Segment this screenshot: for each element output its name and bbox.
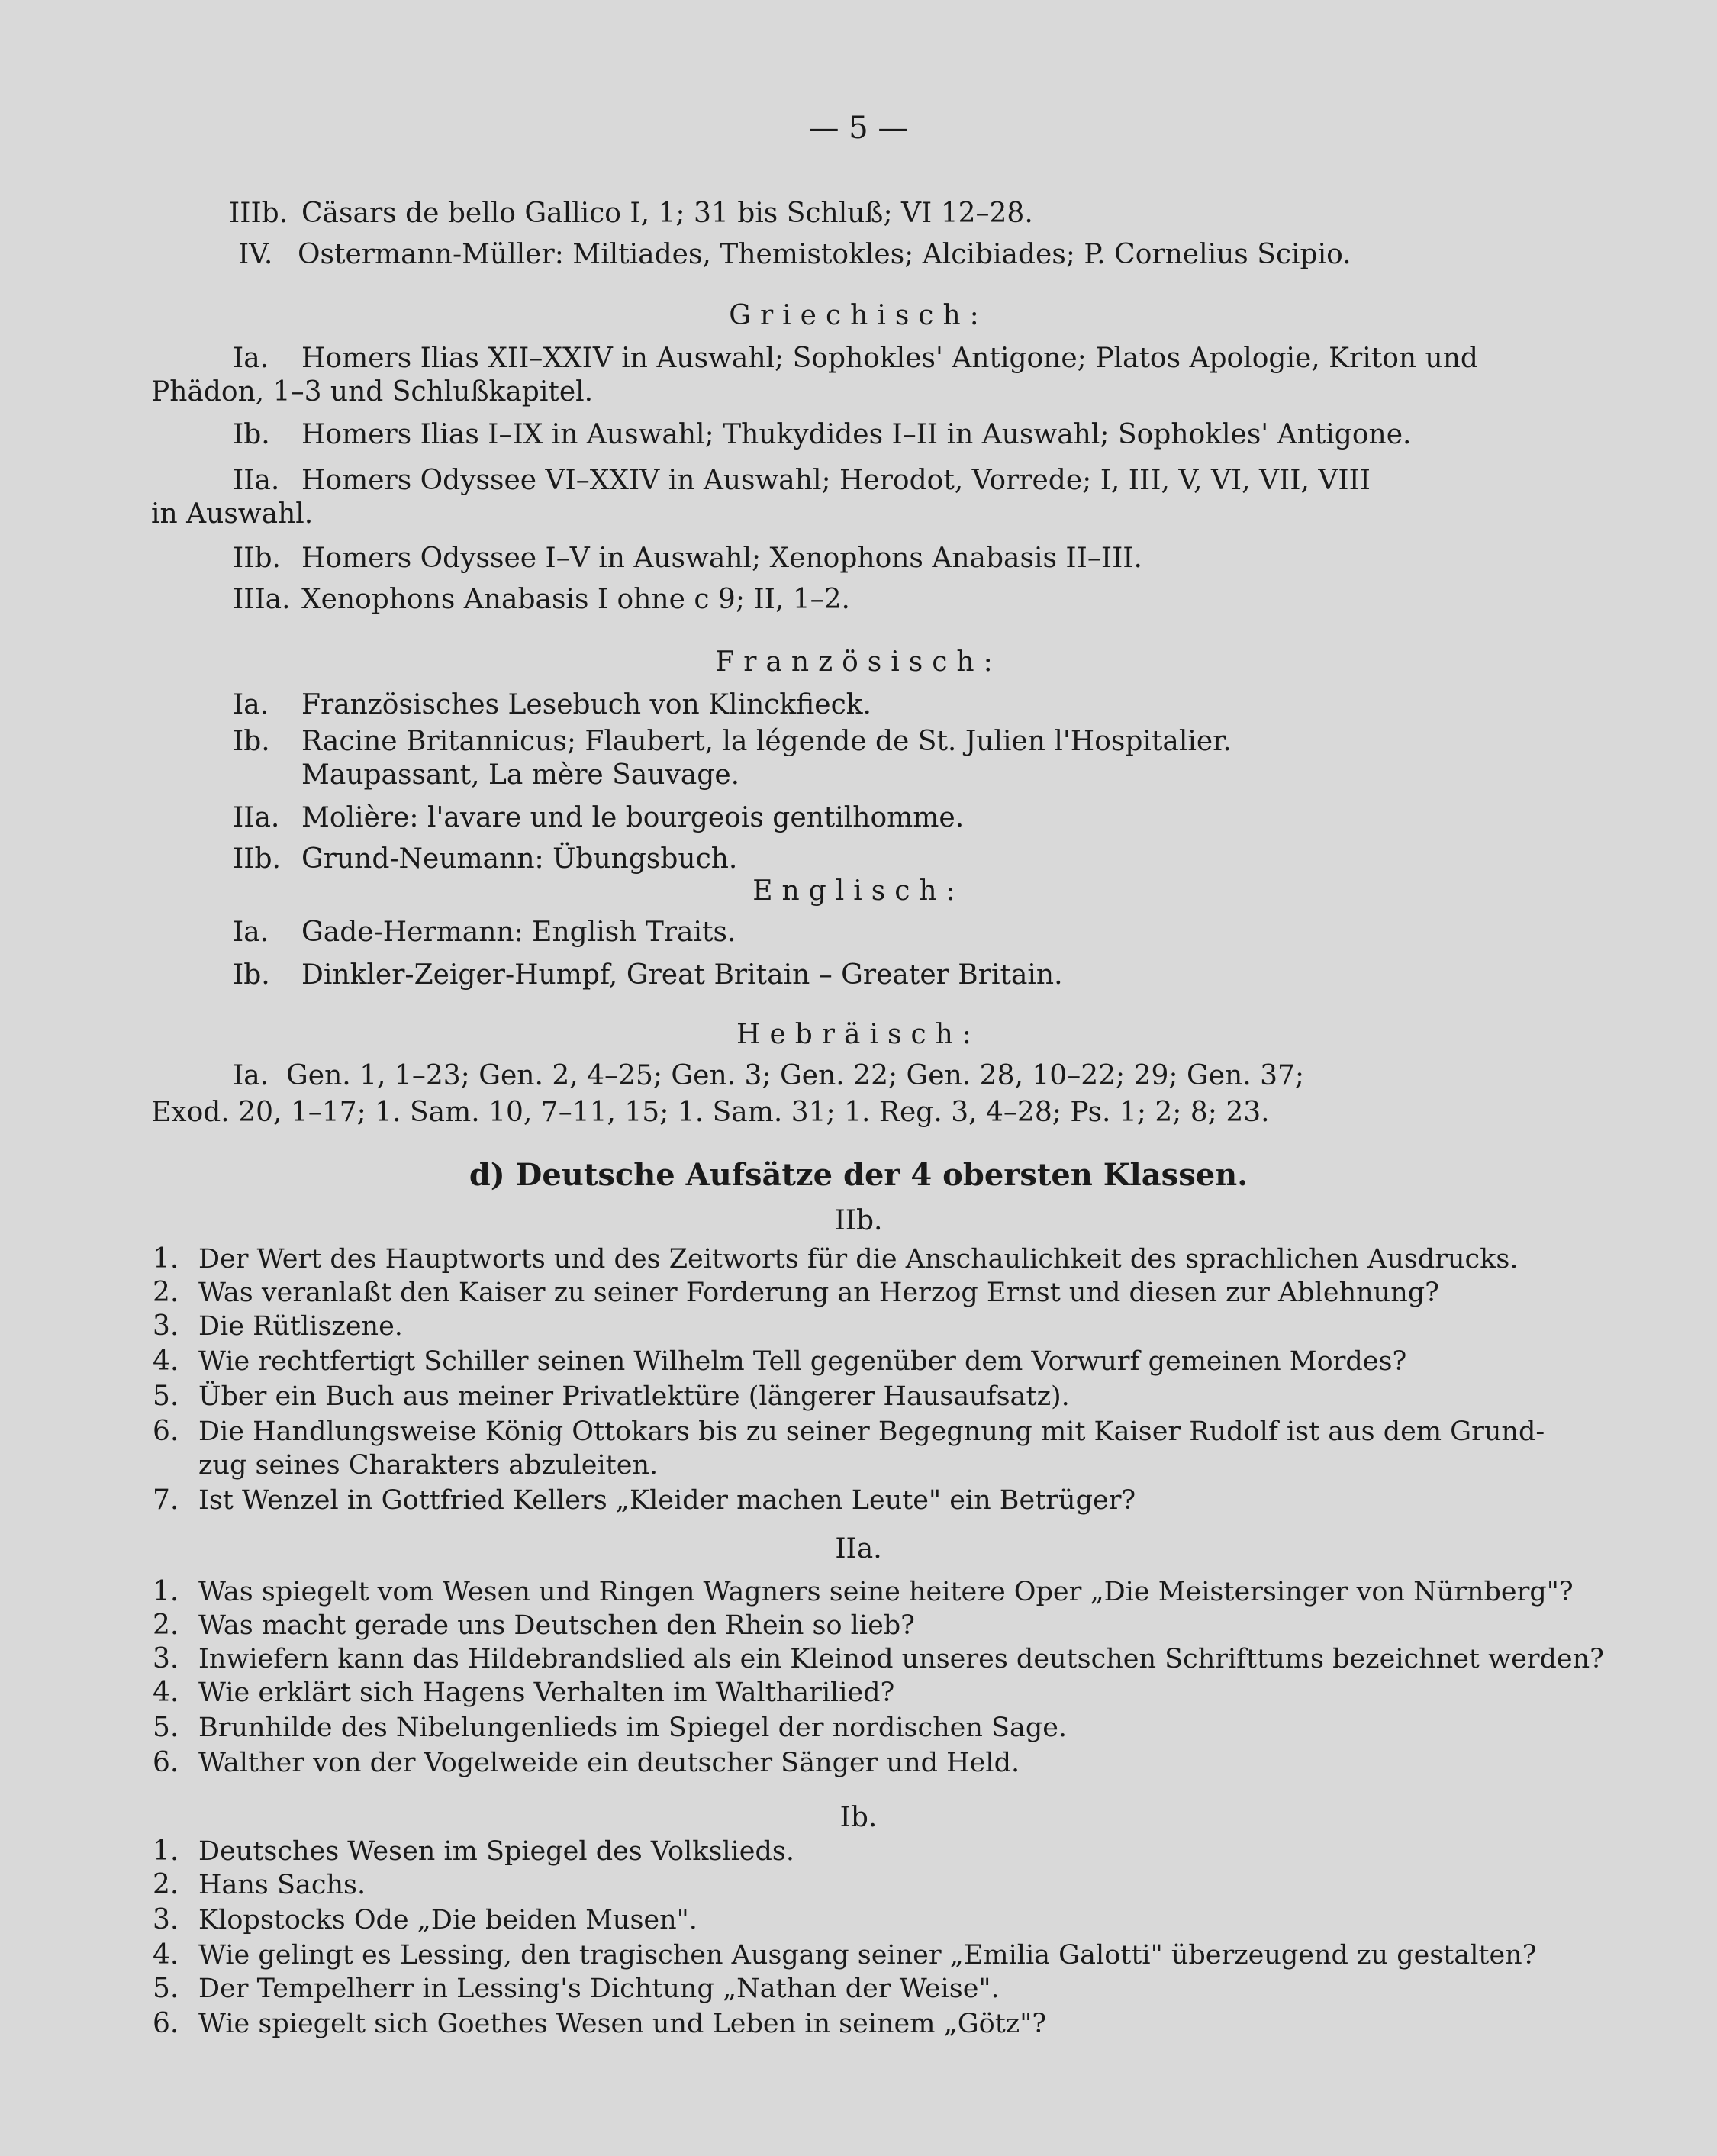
label-ia: Ia. xyxy=(233,917,269,948)
essay-item: Ist Wenzel in Gottfried Kellers „Kleider machen Leute" ein Betrüger? xyxy=(198,1485,1136,1516)
item-number: 5. xyxy=(153,1973,179,2004)
essay-item: Walther von der Vogelweide ein deutscher Sänger und Held. xyxy=(198,1748,1020,1778)
greek-line-ib: Homers Ilias I–IX in Auswahl; Thukydides I–II in Auswahl; Sophokles' Antigone. xyxy=(301,419,1412,450)
heading-french: Französisch: xyxy=(715,646,1002,678)
item-number: 5. xyxy=(153,1381,179,1412)
essay-item: Die Handlungsweise König Ottokars bis zu seiner Begegnung mit Kaiser Rudolf ist aus dem Grund- xyxy=(198,1416,1545,1447)
item-number: 1. xyxy=(153,1835,179,1867)
item-number: 3. xyxy=(153,1904,179,1935)
item-number: 4. xyxy=(153,1939,179,1971)
item-number: 6. xyxy=(153,2008,179,2039)
heading-hebrew: Hebräisch: xyxy=(736,1019,981,1050)
label-iiia: IIIa. xyxy=(233,584,291,615)
label-ia: Ia. xyxy=(233,343,269,374)
essay-item: Klopstocks Ode „Die beiden Musen". xyxy=(198,1905,697,1935)
item-number: 5. xyxy=(153,1712,179,1743)
essay-item: Wie rechtfertigt Schiller seinen Wilhelm Tell gegenüber dem Vorwurf gemeinen Mordes? xyxy=(198,1346,1407,1377)
greek-line-iia: Homers Odyssee VI–XXIV in Auswahl; Herodot, Vorrede; I, III, V, VI, VII, VIII xyxy=(301,465,1371,496)
hebrew-line-ia-cont: Exod. 20, 1–17; 1. Sam. 10, 7–11, 15; 1. Sam. 31; 1. Reg. 3, 4–28; Ps. 1; 2; 8; 23. xyxy=(151,1097,1270,1128)
item-number: 3. xyxy=(153,1310,179,1342)
essay-item-cont: zug seines Charakters abzuleiten. xyxy=(198,1450,659,1481)
label-ib: Ib. xyxy=(233,726,270,757)
essay-item: Die Rütliszene. xyxy=(198,1311,403,1342)
essay-item: Der Wert des Hauptworts und des Zeitworts für die Anschaulichkeit des sprachlichen Ausdrucks. xyxy=(198,1244,1519,1275)
greek-line-ia-cont: Phädon, 1–3 und Schlußkapitel. xyxy=(151,376,594,408)
french-line-ib: Racine Britannicus; Flaubert, la légende de St. Julien l'Hospitalier. xyxy=(301,726,1232,757)
heading-greek: Griechisch: xyxy=(729,300,988,331)
greek-line-iib: Homers Odyssee I–V in Auswahl; Xenophons Anabasis II–III. xyxy=(301,543,1142,574)
greek-line-iia-cont: in Auswahl. xyxy=(151,498,314,530)
greek-line-iiia: Xenophons Anabasis I ohne c 9; II, 1–2. xyxy=(301,584,850,615)
item-number: 4. xyxy=(153,1677,179,1708)
essay-item: Wie erklärt sich Hagens Verhalten im Waltharilied? xyxy=(198,1677,895,1708)
item-number: 2. xyxy=(153,1610,179,1641)
essay-item: Hans Sachs. xyxy=(198,1870,366,1900)
label-iib: IIb. xyxy=(233,843,281,875)
essay-item: Wie spiegelt sich Goethes Wesen und Leben in seinem „Götz"? xyxy=(198,2009,1047,2039)
item-number: 2. xyxy=(153,1277,179,1308)
essay-item: Was veranlaßt den Kaiser zu seiner Forderung an Herzog Ernst und diesen zur Ablehnung? xyxy=(198,1278,1439,1308)
essay-item: Der Tempelherr in Lessing's Dichtung „Nathan der Weise". xyxy=(198,1974,1000,2004)
heading-english: Englisch: xyxy=(752,875,965,907)
item-number: 1. xyxy=(153,1576,179,1607)
label-ib: Ib. xyxy=(233,419,270,450)
french-line-iia: Molière: l'avare und le bourgeois gentilhomme. xyxy=(301,802,965,833)
english-line-ia: Gade-Hermann: English Traits. xyxy=(301,917,736,948)
item-number: 7. xyxy=(153,1484,179,1516)
essay-item: Brunhilde des Nibelungenlieds im Spiegel der nordischen Sage. xyxy=(198,1713,1068,1743)
label-iib: IIb. xyxy=(233,543,281,574)
item-number: 1. xyxy=(153,1243,179,1275)
latin-line-iv: Ostermann-Müller: Miltiades, Themistokles; Alcibiades; P. Cornelius Scipio. xyxy=(298,239,1351,270)
label-iia: IIa. xyxy=(233,465,280,496)
essay-item: Deutsches Wesen im Spiegel des Volkslieds. xyxy=(198,1836,794,1867)
english-line-ib: Dinkler-Zeiger-Humpf, Great Britain – Greater Britain. xyxy=(301,959,1063,991)
essay-item: Was macht gerade uns Deutschen den Rhein so lieb? xyxy=(198,1610,915,1641)
label-ia: Ia. xyxy=(233,689,269,720)
essay-item: Was spiegelt vom Wesen und Ringen Wagners seine heitere Oper „Die Meistersinger von Nürnberg"? xyxy=(198,1577,1574,1607)
hebrew-line-ia: Gen. 1, 1–23; Gen. 2, 4–25; Gen. 3; Gen. 22; Gen. 28, 10–22; 29; Gen. 37; xyxy=(286,1060,1305,1091)
label-iiib: IIIb. xyxy=(229,198,288,229)
class-heading-iib: IIb. xyxy=(834,1205,883,1236)
class-heading-iia: IIa. xyxy=(835,1533,882,1565)
item-number: 6. xyxy=(153,1747,179,1778)
label-iia: IIa. xyxy=(233,802,280,833)
essay-item: Wie gelingt es Lessing, den tragischen Ausgang seiner „Emilia Galotti" überzeugend zu gestalten? xyxy=(198,1940,1537,1971)
page-number: — 5 — xyxy=(808,111,909,146)
essay-item: Über ein Buch aus meiner Privatlektüre (längerer Hausaufsatz). xyxy=(198,1381,1070,1412)
item-number: 4. xyxy=(153,1345,179,1377)
label-ib: Ib. xyxy=(233,959,270,991)
greek-line-ia: Homers Ilias XII–XXIV in Auswahl; Sophokles' Antigone; Platos Apologie, Kriton und xyxy=(301,343,1478,374)
label-ia: Ia. xyxy=(233,1060,269,1091)
label-iv: IV. xyxy=(238,239,273,270)
heading-essays: d) Deutsche Aufsätze der 4 obersten Klassen. xyxy=(469,1157,1248,1193)
french-line-iib: Grund-Neumann: Übungsbuch. xyxy=(301,843,738,875)
item-number: 3. xyxy=(153,1643,179,1674)
item-number: 2. xyxy=(153,1869,179,1900)
french-line-ia: Französisches Lesebuch von Klinckfieck. xyxy=(301,689,871,720)
essay-item: Inwiefern kann das Hildebrandslied als ein Kleinod unseres deutschen Schrifttums bezeichnet werden? xyxy=(198,1644,1604,1674)
class-heading-ib: Ib. xyxy=(839,1802,878,1833)
item-number: 6. xyxy=(153,1416,179,1447)
french-line-ib-cont: Maupassant, La mère Sauvage. xyxy=(301,759,740,791)
latin-line-iiib: Cäsars de bello Gallico I, 1; 31 bis Schluß; VI 12–28. xyxy=(301,198,1033,229)
